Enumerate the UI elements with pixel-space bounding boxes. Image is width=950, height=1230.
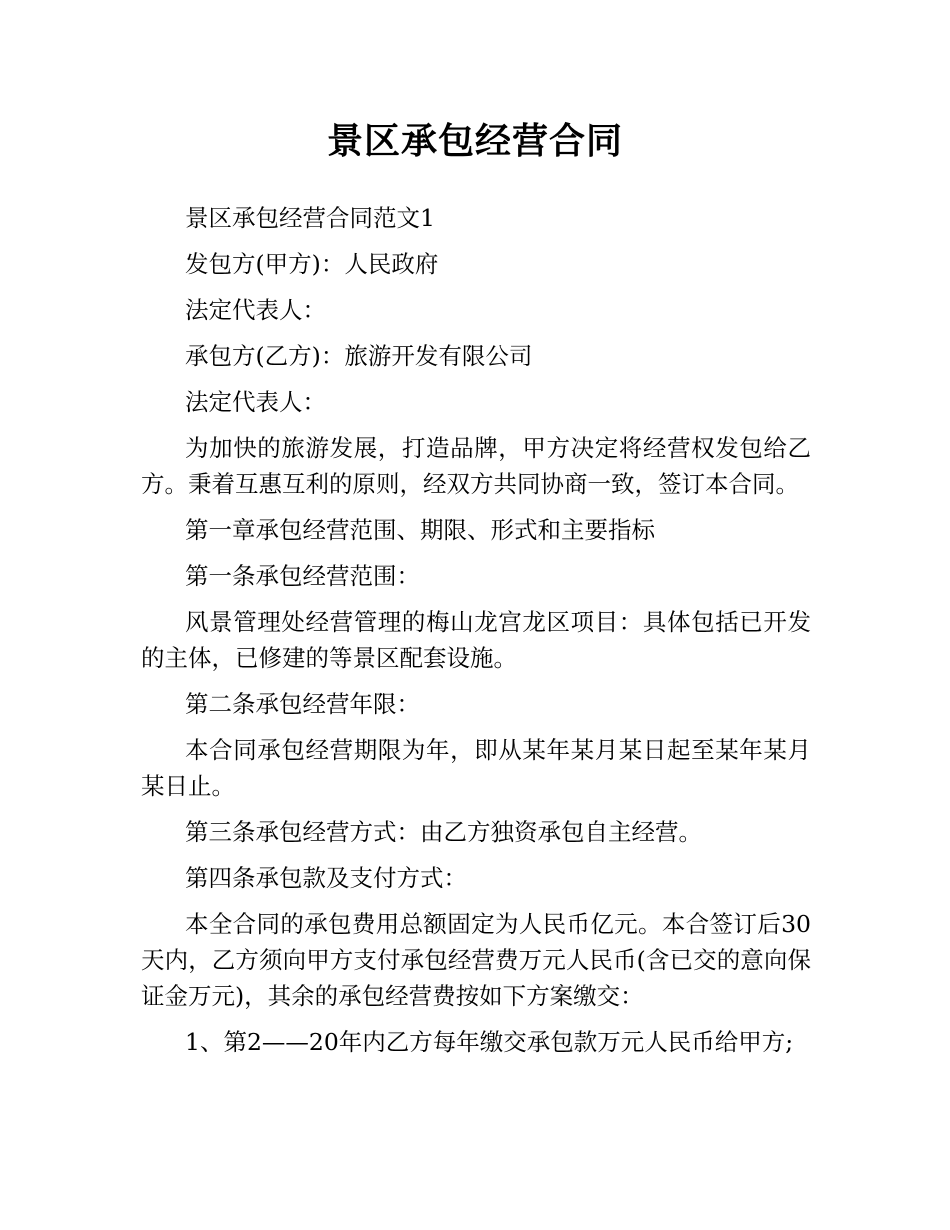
paragraph-preamble: 为加快的旅游发展，打造品牌，甲方决定将经营权发包给乙方。秉着互惠互利的原则，经双方共同协商一致，签订本合同。 — [141, 434, 811, 498]
paragraph-legal-rep-a: 法定代表人： — [185, 296, 326, 324]
paragraph-term: 本合同承包经营期限为年，即从某年某月某日起至某年某月某日止。 — [141, 736, 811, 800]
paragraph-scope: 风景管理处经营管理的梅山龙宫龙区项目：具体包括已开发的主体，已修建的等景区配套设施。 — [141, 608, 811, 672]
paragraph-payment-item-1: 1、第2——20年内乙方每年缴交承包款万元人民币给甲方; — [185, 1028, 794, 1056]
paragraph-chapter-1: 第一章承包经营范围、期限、形式和主要指标 — [185, 516, 655, 544]
document-body — [141, 200, 811, 1070]
paragraph-article-3: 第三条承包经营方式：由乙方独资承包自主经营。 — [185, 818, 702, 846]
document-title: 景区承包经营合同 — [326, 121, 623, 162]
paragraph-subtitle: 景区承包经营合同范文1 — [185, 204, 435, 232]
paragraph-article-1: 第一条承包经营范围： — [185, 562, 420, 590]
paragraph-article-2: 第二条承包经营年限： — [185, 690, 420, 718]
paragraph-article-4: 第四条承包款及支付方式： — [185, 864, 467, 892]
paragraph-payment: 本全合同的承包费用总额固定为人民币亿元。本合签订后30天内，乙方须向甲方支付承包经营费万元人民币(含已交的意向保证金万元)，其余的承包经营费按如下方案缴交： — [141, 910, 811, 1010]
paragraph-legal-rep-b: 法定代表人： — [185, 388, 326, 416]
paragraph-party-a: 发包方(甲方)：人民政府 — [185, 250, 439, 278]
paragraph-party-b: 承包方(乙方)：旅游开发有限公司 — [185, 342, 533, 370]
